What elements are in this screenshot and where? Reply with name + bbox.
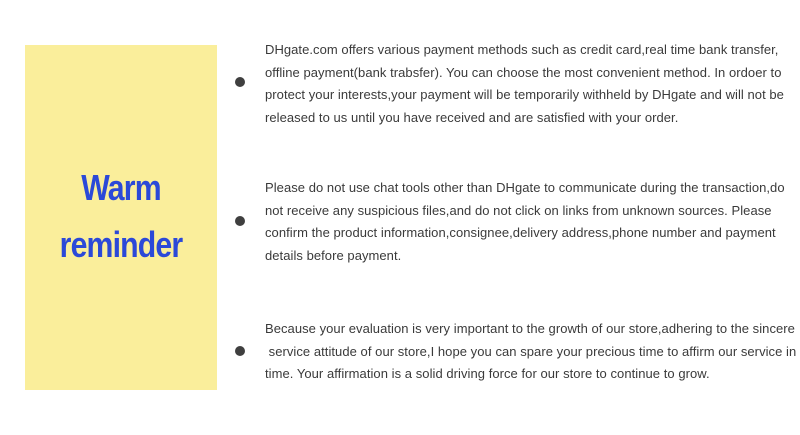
reminder-panel <box>25 45 217 390</box>
paragraph-line: offline payment(bank trabsfer). You can choose the most convenient method. In ordoer to <box>265 64 782 80</box>
paragraph-line: released to us until you have received and are satisfied with your order. <box>265 109 679 125</box>
paragraph-line: time. Your affirmation is a solid driving force for our store to continue to grow. <box>265 366 710 381</box>
paragraph-line: Please do not use chat tools other than DHgate to communicate during the transaction,do <box>265 180 785 195</box>
bullet-icon <box>235 77 245 87</box>
paragraph-line: Because your evaluation is very important to the growth of our store,adhering to the sincere <box>265 321 795 336</box>
paragraph-line: confirm the product information,consignee,delivery address,phone number and payment <box>265 225 776 240</box>
reminder-title <box>25 159 217 273</box>
reminder-title-line-1: Warm <box>81 167 161 208</box>
paragraph-payment-methods <box>265 39 800 129</box>
reminder-title-line-2: reminder <box>59 224 183 265</box>
paragraph-line: service attitude of our store,I hope you can spare your precious time to affirm our service in <box>265 343 797 359</box>
paragraph-line: DHgate.com offers various payment methods such as credit card,real time bank transfer, <box>265 42 779 57</box>
paragraph-chat-safety <box>265 177 800 267</box>
bullet-icon <box>235 216 245 226</box>
bullet-icon <box>235 346 245 356</box>
paragraph-evaluation <box>265 318 800 386</box>
paragraph-line: details before payment. <box>265 247 402 263</box>
paragraph-line: not receive any suspicious files,and do not click on links from unknown sources. Please <box>265 202 772 218</box>
paragraph-line: protect your interests,your payment will be temporarily withheld by DHgate and will not be <box>265 87 784 102</box>
